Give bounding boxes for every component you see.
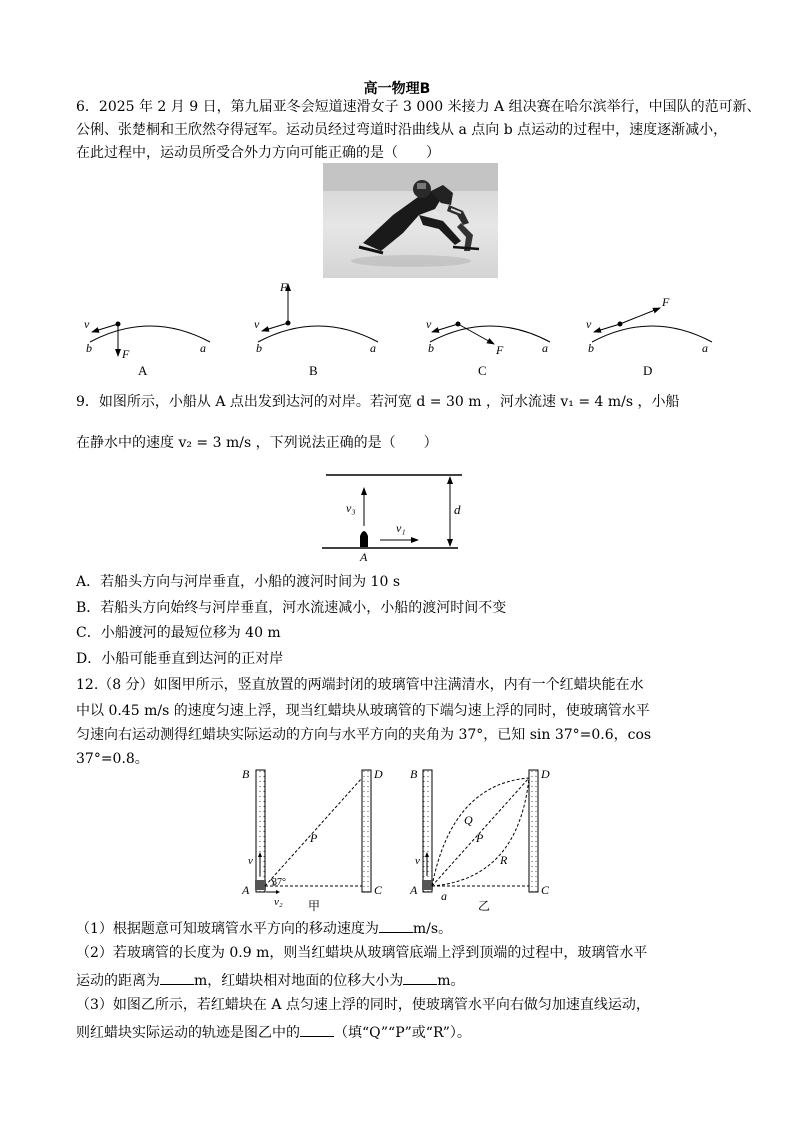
figure-jia xyxy=(241,767,383,913)
figure-yi xyxy=(409,767,550,913)
label-c: C xyxy=(374,883,383,897)
q6-option-c: C xyxy=(478,363,487,378)
label-v: v xyxy=(586,317,592,331)
label-v2: v₂ xyxy=(274,896,283,908)
q12-sub1 xyxy=(76,918,726,938)
q12-tube-figures xyxy=(238,764,558,914)
q9-river-diagram xyxy=(320,468,465,563)
diagram-c xyxy=(426,317,550,357)
q9-line-2: 在静水中的速度 v₂ = 3 m/s ，下列说法正确的是（ ） xyxy=(76,435,438,451)
q12-sub2-line-1: （2）若玻璃管的长度为 0.9 m，则当红蜡块从玻璃管底端上浮到顶端的过程中，玻璃管水平 xyxy=(76,945,648,961)
answer-blank-4[interactable] xyxy=(300,1022,334,1037)
q9-line-1: 9．如图所示，小船从 A 点出发到达河的对岸。若河宽 d = 30 m ，河水流速 v₁ = 4 m/s ，小船 xyxy=(76,394,680,410)
label-yi: 乙 xyxy=(478,899,491,913)
q6-force-diagrams xyxy=(80,280,720,360)
q9-choice-c: C．小船渡河的最短位移为 40 m xyxy=(76,625,281,641)
page-title: 高一物理B xyxy=(363,81,431,97)
answer-blank-1[interactable] xyxy=(379,918,413,933)
label-f: F xyxy=(496,343,504,357)
label-c: C xyxy=(541,883,550,897)
q12-sub2-line-2 xyxy=(76,970,726,990)
label-a: a xyxy=(702,341,708,355)
label-q: Q xyxy=(464,813,473,827)
skater-photo xyxy=(323,163,498,278)
q12-sub2-text-b: m，红蜡块相对地面的位移大小为 xyxy=(194,973,404,989)
q6-line-3: 在此过程中，运动员所受合外力方向可能正确的是（ ） xyxy=(76,145,440,161)
q12-sub2-text-a: 运动的距离为 xyxy=(76,973,160,989)
q12-sub1-text: （1）根据题意可知玻璃管水平方向的移动速度为 xyxy=(76,921,379,937)
label-a-small: a xyxy=(441,889,447,903)
label-f: F xyxy=(122,347,130,360)
q12-sub3-text-a: 则红蜡块实际运动的轨迹是图乙中的 xyxy=(76,1025,300,1041)
label-v: v xyxy=(426,317,432,331)
label-a: a xyxy=(542,341,548,355)
label-f: F xyxy=(662,295,670,309)
answer-blank-2[interactable] xyxy=(160,970,194,985)
label-a: A xyxy=(410,883,418,897)
label-a: a xyxy=(370,341,376,355)
q9-choice-d: D．小船可能垂直到达河的正对岸 xyxy=(76,651,284,667)
q12-sub3-line-1: （3）如图乙所示，若红蜡块在 A 点匀速上浮的同时，使玻璃管水平向右做匀加速直线运动， xyxy=(76,997,650,1013)
label-b: B xyxy=(410,767,418,781)
q12-sub2-text-c: m。 xyxy=(437,973,465,989)
label-p: P xyxy=(310,831,318,845)
q6-option-b: B xyxy=(309,363,318,378)
q12-sub1-unit: m/s。 xyxy=(412,921,453,937)
label-d: d xyxy=(454,502,461,517)
q12-line-4: 37°=0.8。 xyxy=(76,751,149,767)
label-p: P xyxy=(476,831,484,845)
label-v1: v₁ xyxy=(396,521,406,535)
q12-line-2: 中以 0.45 m/s 的速度匀速上浮，现当红蜡块从玻璃管的下端匀速上浮的同时，使玻璃管水平 xyxy=(76,703,650,719)
label-f: F xyxy=(280,280,288,294)
label-a: a xyxy=(200,341,206,355)
label-v: v xyxy=(84,317,90,331)
q12-line-1: 12.（8 分）如图甲所示，竖直放置的两端封闭的玻璃管中注满清水，内有一个红蜡块能在水 xyxy=(76,677,644,693)
q12-sub3-line-2 xyxy=(76,1022,726,1042)
label-b: b xyxy=(428,341,434,355)
label-v3: v₃ xyxy=(346,501,356,515)
diagram-a xyxy=(84,317,210,360)
q6-line-1: 6．2025 年 2 月 9 日，第九届亚冬会短道速滑女子 3 000 米接力 A 组决赛在哈尔滨举行，中国队的范可新、 xyxy=(76,99,761,115)
q6-line-2: 公俐、张楚桐和王欣然夺得冠军。运动员经过弯道时沿曲线从 a 点向 b 点运动的过程中，速度逐渐减小， xyxy=(76,122,728,138)
label-d: D xyxy=(374,767,383,781)
label-b: b xyxy=(86,341,92,355)
q12-sub3-text-b: （填“Q”“P”或“R”）。 xyxy=(334,1025,471,1041)
label-a: A xyxy=(360,550,368,563)
label-d: D xyxy=(541,767,550,781)
q6-option-a: A xyxy=(138,363,148,378)
label-v: v xyxy=(415,855,420,867)
diagram-b xyxy=(254,280,378,355)
label-b: b xyxy=(256,341,262,355)
q9-choice-a: A．若船头方向与河岸垂直，小船的渡河时间为 10 s xyxy=(76,574,401,590)
q9-choice-b: B．若船头方向始终与河岸垂直，河水流速减小，小船的渡河时间不变 xyxy=(76,600,507,616)
label-jia: 甲 xyxy=(308,899,321,913)
label-v: v xyxy=(248,855,253,867)
label-v: v xyxy=(254,317,260,331)
label-b: B xyxy=(242,767,250,781)
q6-option-d: D xyxy=(643,363,653,378)
label-r: R xyxy=(500,853,508,867)
q12-line-3: 匀速向右运动测得红蜡块实际运动的方向与水平方向的夹角为 37°，已知 sin 37°=0.6，cos xyxy=(76,727,652,743)
label-b: b xyxy=(588,341,594,355)
label-a: A xyxy=(242,883,250,897)
answer-blank-3[interactable] xyxy=(403,970,437,985)
label-angle: 37° xyxy=(272,877,286,888)
diagram-d xyxy=(586,295,712,355)
